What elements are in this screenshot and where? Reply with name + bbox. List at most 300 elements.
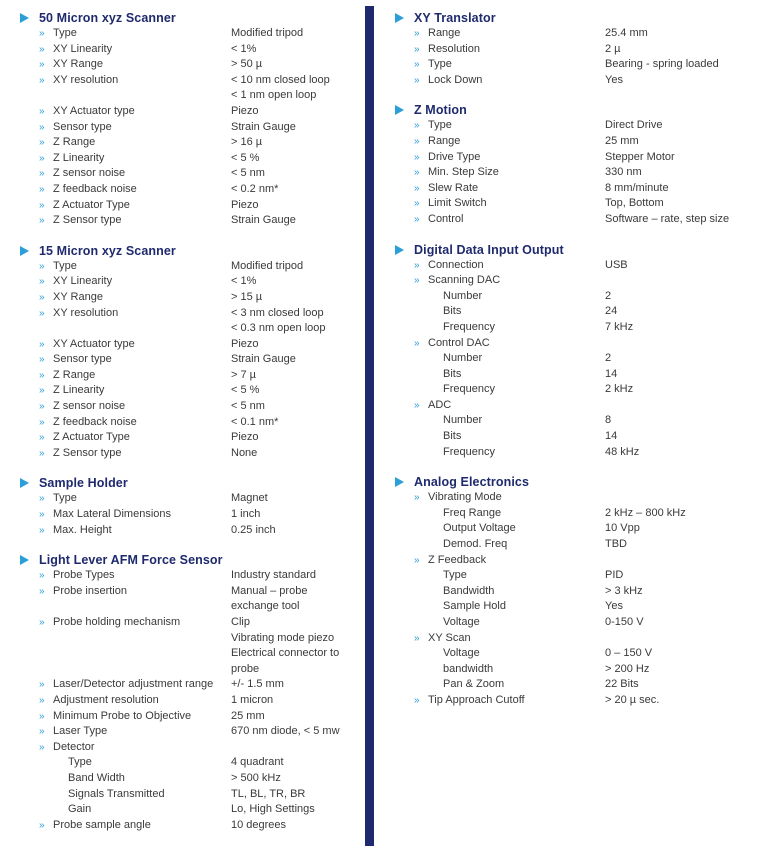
chevron-bullet-icon: »: [414, 59, 420, 71]
spec-row: [20, 430, 365, 446]
spec-row: [395, 599, 755, 615]
spec-row: [395, 445, 755, 461]
spec-value: Piezo: [231, 337, 259, 350]
spec-value: Software – rate, step size: [605, 212, 730, 225]
spec-row: [20, 57, 365, 73]
chevron-bullet-icon: »: [39, 432, 45, 444]
spec-value: Piezo: [231, 104, 259, 117]
spec-value: 330 nm: [605, 166, 642, 179]
spec-value: USB: [605, 258, 628, 271]
spec-value: 2 kHz – 800 kHz: [605, 506, 686, 519]
spec-row: [20, 166, 365, 182]
spec-label: Frequency: [443, 320, 495, 333]
spec-value: 10 Vpp: [605, 522, 640, 535]
section-light-lever-afm-force-sensor: [20, 552, 365, 833]
spec-label: Laser/Detector adjustment range: [53, 678, 214, 691]
spec-row: [395, 304, 755, 320]
spec-label: Sensor type: [53, 120, 112, 133]
spec-row: [395, 320, 755, 336]
spec-row: [395, 568, 755, 584]
spec-value: < 1%: [231, 42, 257, 55]
spec-label: XY Actuator type: [53, 337, 135, 350]
spec-label: Signals Transmitted: [68, 787, 165, 800]
section-title: Sample Holder: [39, 476, 128, 491]
spec-row: [20, 802, 365, 818]
spec-value: > 15 µ: [231, 290, 263, 303]
spec-row: [20, 135, 365, 151]
spec-value: [605, 336, 755, 352]
spec-row: [395, 631, 755, 647]
spec-label: Tip Approach Cutoff: [428, 693, 525, 706]
spec-label: Z Linearity: [53, 151, 105, 164]
spec-row: [395, 26, 755, 42]
spec-row: [395, 351, 755, 367]
triangle-bullet-icon: [20, 246, 29, 256]
spec-row: [20, 615, 365, 631]
spec-row: [395, 615, 755, 631]
spec-value: Strain Gauge: [231, 120, 296, 133]
spec-label: Control DAC: [428, 336, 490, 349]
spec-value: 1 micron: [231, 693, 274, 706]
spec-row: [395, 289, 755, 305]
spec-label: Minimum Probe to Objective: [53, 709, 192, 722]
spec-value: TL, BL, TR, BR: [231, 787, 306, 800]
chevron-bullet-icon: »: [39, 28, 45, 39]
spec-label: Drive Type: [428, 150, 481, 163]
spec-row: [20, 259, 365, 275]
spec-value: [231, 740, 365, 756]
spec-value: > 16 µ: [231, 136, 263, 149]
chevron-bullet-icon: »: [39, 416, 45, 428]
spec-row: [20, 646, 365, 662]
spec-label: XY Scan: [428, 631, 471, 644]
spec-row: [20, 523, 365, 539]
chevron-bullet-icon: »: [39, 215, 45, 227]
section-header: [395, 242, 755, 258]
spec-value: 0 – 150 V: [605, 647, 653, 660]
chevron-bullet-icon: »: [414, 74, 420, 86]
spec-value: +/- 1.5 mm: [231, 678, 284, 691]
section-50-micron-xyz-scanner: [20, 10, 365, 229]
spec-row: [395, 212, 755, 228]
chevron-bullet-icon: »: [39, 726, 45, 738]
triangle-bullet-icon: [20, 478, 29, 488]
spec-label: Z Actuator Type: [53, 198, 130, 211]
spec-value: > 20 µ sec.: [605, 693, 660, 706]
spec-label: Probe insertion: [53, 584, 127, 597]
spec-value: 2: [605, 289, 612, 302]
spec-label: Probe Types: [53, 569, 115, 582]
chevron-bullet-icon: »: [39, 509, 45, 521]
spec-label: Demod. Freq: [443, 538, 508, 551]
spec-row: [395, 646, 755, 662]
spec-row: [20, 491, 365, 507]
spec-value: < 5 nm: [231, 167, 265, 180]
spec-value: Top, Bottom: [605, 197, 664, 210]
spec-value: Stepper Motor: [605, 150, 675, 163]
spec-value: 8: [605, 414, 612, 427]
spec-value: [605, 490, 755, 506]
chevron-bullet-icon: »: [39, 401, 45, 413]
section-header: [20, 552, 365, 568]
spec-label: Control: [428, 212, 464, 225]
spec-label: Band Width: [68, 771, 125, 784]
spec-row: [20, 677, 365, 693]
spec-label: Type: [53, 259, 77, 272]
spec-value: [605, 553, 755, 569]
chevron-bullet-icon: »: [414, 28, 420, 39]
spec-row: [395, 521, 755, 537]
spec-label: Z feedback noise: [53, 182, 137, 195]
section-title: Analog Electronics: [414, 475, 530, 490]
spec-value: Lo, High Settings: [231, 803, 315, 816]
spec-value: Yes: [605, 73, 623, 86]
triangle-bullet-icon: [395, 245, 404, 255]
spec-row: [20, 213, 365, 229]
spec-value: 24: [605, 305, 618, 318]
spec-label: Slew Rate: [428, 181, 479, 194]
chevron-bullet-icon: »: [39, 137, 45, 149]
spec-label: Z feedback noise: [53, 415, 137, 428]
spec-value: < 1 nm open loop: [231, 89, 317, 102]
spec-value: [605, 631, 755, 647]
section-z-motion: [395, 102, 755, 227]
spec-label: Detector: [53, 740, 95, 753]
spec-row: [20, 446, 365, 462]
spec-value: Piezo: [231, 198, 259, 211]
chevron-bullet-icon: »: [39, 741, 45, 753]
spec-label: Pan & Zoom: [443, 678, 505, 691]
chevron-bullet-icon: »: [39, 524, 45, 536]
chevron-bullet-icon: »: [414, 694, 420, 706]
spec-row: [20, 73, 365, 89]
spec-label: Type: [53, 27, 77, 39]
spec-row: [20, 290, 365, 306]
chevron-bullet-icon: »: [39, 291, 45, 303]
chevron-bullet-icon: »: [414, 259, 420, 271]
spec-label: Bandwidth: [443, 584, 495, 597]
spec-row: [20, 755, 365, 771]
spec-row: [395, 429, 755, 445]
chevron-bullet-icon: »: [39, 105, 45, 117]
spec-row: [20, 415, 365, 431]
spec-value: < 3 nm closed loop: [231, 306, 324, 319]
spec-label: Vibrating Mode: [428, 491, 502, 504]
spec-value: 14: [605, 367, 618, 380]
spec-label: Z Range: [53, 136, 96, 149]
spec-label: Sample Hold: [443, 600, 506, 613]
triangle-bullet-icon: [395, 105, 404, 115]
spec-row: [395, 196, 755, 212]
spec-row: [395, 413, 755, 429]
spec-value: 0.25 inch: [231, 523, 276, 536]
spec-value: PID: [605, 569, 624, 582]
spec-label: XY Actuator type: [53, 104, 135, 117]
chevron-bullet-icon: »: [39, 168, 45, 180]
spec-row: [20, 383, 365, 399]
spec-label: Max. Height: [53, 523, 112, 536]
chevron-bullet-icon: »: [414, 167, 420, 179]
triangle-bullet-icon: [20, 555, 29, 565]
chevron-bullet-icon: »: [39, 710, 45, 722]
spec-label: XY Linearity: [53, 42, 113, 55]
spec-row: [20, 507, 365, 523]
spec-label: Z Sensor type: [53, 214, 122, 227]
spec-label: XY Range: [53, 290, 103, 303]
spec-value: TBD: [605, 538, 627, 551]
spec-value: Strain Gauge: [231, 214, 296, 227]
spec-value: 7 kHz: [605, 320, 634, 333]
spec-row: [395, 134, 755, 150]
chevron-bullet-icon: »: [39, 570, 45, 582]
spec-row: [20, 724, 365, 740]
section-title: Digital Data Input Output: [414, 242, 564, 257]
section-title: 15 Micron xyz Scanner: [39, 243, 176, 258]
spec-value: 2 µ: [605, 42, 621, 55]
spec-row: [395, 57, 755, 73]
chevron-bullet-icon: »: [39, 447, 45, 459]
section-15-micron-xyz-scanner: [20, 243, 365, 462]
spec-value: > 500 kHz: [231, 771, 281, 784]
spec-row: [20, 631, 365, 647]
spec-row: [20, 662, 365, 678]
spec-value: exchange tool: [231, 600, 300, 613]
spec-row: [395, 336, 755, 352]
spec-row: [395, 181, 755, 197]
spec-row: [20, 568, 365, 584]
spec-label: Resolution: [428, 42, 480, 55]
chevron-bullet-icon: »: [39, 385, 45, 397]
spec-value: Strain Gauge: [231, 353, 296, 366]
spec-label: Z Actuator Type: [53, 431, 130, 444]
left-column: [20, 10, 365, 847]
spec-row: [395, 258, 755, 274]
spec-value: Modified tripod: [231, 27, 304, 39]
spec-label: Type: [68, 756, 92, 769]
spec-row: [395, 273, 755, 289]
spec-label: Voltage: [443, 616, 480, 628]
spec-label: Frequency: [443, 445, 495, 458]
spec-label: Laser Type: [53, 725, 108, 738]
chevron-bullet-icon: »: [414, 135, 420, 147]
spec-row: [20, 740, 365, 756]
section-digital-data-input-output: [395, 242, 755, 461]
chevron-bullet-icon: »: [39, 152, 45, 164]
spec-value: 25 mm: [231, 709, 265, 722]
spec-value: < 0.2 nm*: [231, 182, 279, 195]
section-title: Light Lever AFM Force Sensor: [39, 553, 223, 568]
spec-row: [395, 398, 755, 414]
spec-label: ADC: [428, 398, 452, 411]
section-header: [395, 102, 755, 118]
spec-label: Connection: [428, 258, 484, 271]
spec-label: Voltage: [443, 647, 480, 660]
spec-row: [395, 73, 755, 89]
spec-label: Z Sensor type: [53, 446, 122, 459]
spec-row: [395, 165, 755, 181]
triangle-bullet-icon: [395, 13, 404, 23]
chevron-bullet-icon: »: [39, 59, 45, 71]
spec-value: 22 Bits: [605, 678, 639, 691]
spec-value: 1 inch: [231, 508, 261, 521]
spec-value: 25.4 mm: [605, 27, 648, 39]
spec-value: < 5 %: [231, 151, 260, 164]
spec-label: Z Feedback: [428, 553, 487, 566]
spec-value: 8 mm/minute: [605, 181, 669, 194]
spec-label: Lock Down: [428, 73, 483, 86]
spec-row: [20, 818, 365, 834]
spec-label: Max Lateral Dimensions: [53, 508, 171, 521]
spec-label: Min. Step Size: [428, 166, 499, 179]
spec-row: [20, 151, 365, 167]
spec-label: XY Range: [53, 58, 103, 71]
spec-value: Clip: [231, 616, 250, 628]
spec-value: [605, 273, 755, 289]
spec-row: [20, 368, 365, 384]
spec-label: Frequency: [443, 383, 495, 396]
spec-row: [20, 120, 365, 136]
spec-value: < 0.3 nm open loop: [231, 322, 326, 335]
spec-row: [20, 584, 365, 600]
chevron-bullet-icon: »: [39, 369, 45, 381]
spec-value: 2: [605, 352, 612, 365]
spec-row: [20, 306, 365, 322]
chevron-bullet-icon: »: [414, 632, 420, 644]
spec-label: Bits: [443, 430, 462, 443]
chevron-bullet-icon: »: [39, 260, 45, 272]
spec-value: Vibrating mode piezo: [231, 631, 335, 644]
spec-row: [20, 693, 365, 709]
chevron-bullet-icon: »: [414, 182, 420, 194]
spec-label: XY resolution: [53, 306, 119, 319]
spec-value: 25 mm: [605, 134, 639, 147]
spec-value: None: [231, 446, 258, 459]
section-sample-holder: [20, 475, 365, 538]
chevron-bullet-icon: »: [39, 43, 45, 55]
spec-label: Z sensor noise: [53, 167, 126, 180]
spec-row: [20, 787, 365, 803]
chevron-bullet-icon: »: [414, 151, 420, 163]
chevron-bullet-icon: »: [39, 121, 45, 133]
spec-row: [395, 150, 755, 166]
spec-row: [20, 26, 365, 42]
spec-label: Gain: [68, 803, 92, 816]
chevron-bullet-icon: »: [39, 585, 45, 597]
spec-row: [395, 584, 755, 600]
spec-label: Range: [428, 27, 461, 39]
spec-label: Adjustment resolution: [53, 693, 159, 706]
chevron-bullet-icon: »: [39, 694, 45, 706]
spec-value: < 5 %: [231, 384, 260, 397]
chevron-bullet-icon: »: [414, 399, 420, 411]
spec-label: Sensor type: [53, 353, 112, 366]
chevron-bullet-icon: »: [39, 493, 45, 505]
spec-label: Number: [443, 352, 483, 365]
section-title: Z Motion: [414, 103, 467, 118]
spec-row: [395, 382, 755, 398]
spec-row: [395, 367, 755, 383]
section-xy-translator: [395, 10, 755, 88]
spec-label: Bits: [443, 367, 462, 380]
spec-value: [605, 398, 755, 414]
spec-value: Direct Drive: [605, 119, 663, 132]
section-header: [20, 10, 365, 26]
spec-value: Manual – probe: [231, 584, 308, 597]
spec-row: [395, 118, 755, 134]
spec-label: Scanning DAC: [428, 274, 501, 287]
spec-row: [395, 693, 755, 709]
spec-label: Number: [443, 414, 483, 427]
spec-label: Number: [443, 289, 483, 302]
spec-row: [395, 677, 755, 693]
spec-value: > 50 µ: [231, 58, 263, 71]
spec-row: [20, 182, 365, 198]
spec-row: [395, 490, 755, 506]
spec-label: Type: [428, 58, 452, 71]
spec-value: Magnet: [231, 492, 268, 505]
spec-value: < 1%: [231, 275, 257, 288]
chevron-bullet-icon: »: [414, 337, 420, 349]
spec-value: Industry standard: [231, 569, 316, 582]
spec-label: Z sensor noise: [53, 400, 126, 413]
spec-value: > 7 µ: [231, 368, 256, 381]
spec-label: Range: [428, 134, 461, 147]
chevron-bullet-icon: »: [414, 492, 420, 504]
section-header: [395, 10, 755, 26]
spec-row: [20, 352, 365, 368]
spec-label: Z Range: [53, 368, 96, 381]
chevron-bullet-icon: »: [414, 554, 420, 566]
chevron-bullet-icon: »: [39, 183, 45, 195]
spec-value: 0-150 V: [605, 616, 644, 628]
spec-value: Piezo: [231, 431, 259, 444]
section-header: [20, 243, 365, 259]
spec-row: [395, 506, 755, 522]
spec-value: < 0.1 nm*: [231, 415, 279, 428]
spec-row: [395, 662, 755, 678]
chevron-bullet-icon: »: [414, 120, 420, 132]
spec-row: [20, 104, 365, 120]
spec-value: 670 nm diode, < 5 mw: [231, 725, 340, 738]
chevron-bullet-icon: »: [39, 679, 45, 691]
spec-row: [20, 709, 365, 725]
spec-label: Limit Switch: [428, 197, 487, 210]
chevron-bullet-icon: »: [39, 338, 45, 350]
spec-label: Type: [443, 569, 467, 582]
section-header: [20, 475, 365, 491]
chevron-bullet-icon: »: [414, 213, 420, 225]
spec-value: 14: [605, 430, 618, 443]
spec-row: [20, 321, 365, 337]
spec-label: Bits: [443, 305, 462, 318]
section-analog-electronics: [395, 474, 755, 708]
chevron-bullet-icon: »: [414, 43, 420, 55]
spec-row: [20, 599, 365, 615]
spec-value: Bearing - spring loaded: [605, 58, 719, 71]
spec-label: XY Linearity: [53, 275, 113, 288]
spec-label: Probe holding mechanism: [53, 616, 181, 628]
spec-label: bandwidth: [443, 662, 494, 675]
spec-value: 2 kHz: [605, 383, 634, 396]
section-title: XY Translator: [414, 11, 496, 25]
spec-label: Z Linearity: [53, 384, 105, 397]
chevron-bullet-icon: »: [414, 275, 420, 287]
spec-row: [20, 337, 365, 353]
chevron-bullet-icon: »: [39, 74, 45, 86]
spec-value: 4 quadrant: [231, 756, 284, 769]
right-column: [395, 10, 755, 723]
spec-label: Probe sample angle: [53, 818, 151, 831]
